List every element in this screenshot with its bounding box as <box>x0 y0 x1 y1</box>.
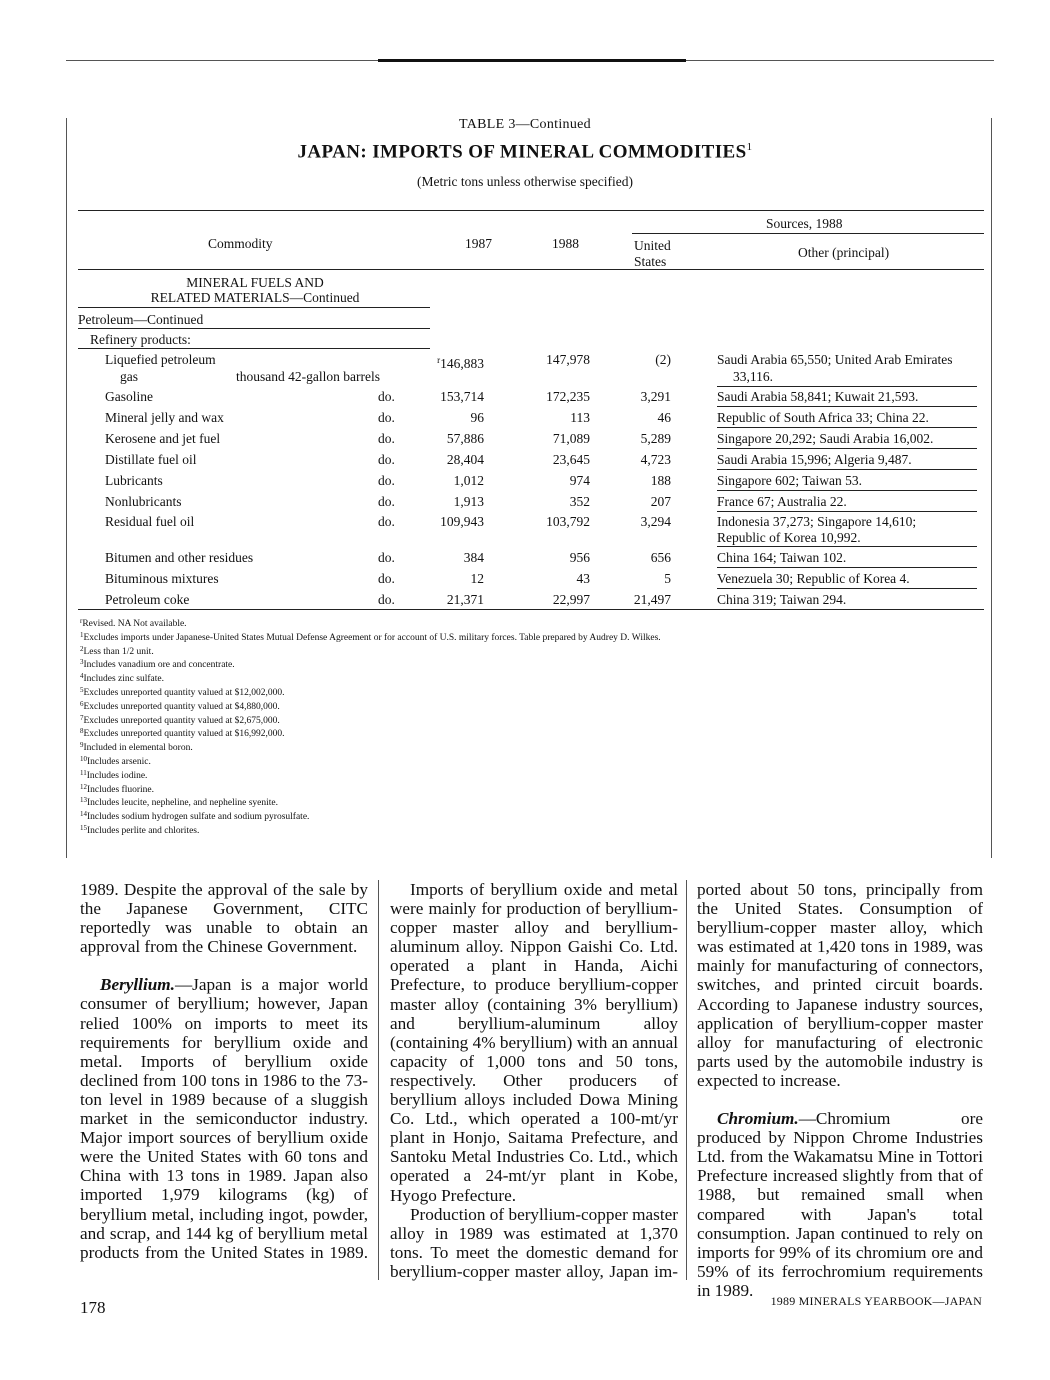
row-1987-value: 1,913 <box>453 493 484 509</box>
row-1987-value: 96 <box>470 409 484 425</box>
footnote-mark: 6 <box>80 699 84 708</box>
row-other: China 319; Taiwan 294. <box>717 592 847 607</box>
footnote-text: Less than 1/2 unit. <box>83 646 154 657</box>
row-name-line2: gas <box>120 369 138 384</box>
row-1988-value: 71,089 <box>552 430 590 446</box>
row-name: Bitumen and other residues <box>105 550 254 565</box>
row-other-line1: Saudi Arabia 65,550; United Arab Emirates <box>717 352 953 367</box>
row-us-value: 3,291 <box>640 389 671 404</box>
footnote-mark: 4 <box>80 672 84 681</box>
row-rule <box>717 567 977 568</box>
row-us-value: 5,289 <box>640 430 671 446</box>
paragraph: 1989. Despite the approval of the sale by the Japanese Government, CITC reportedly was unable to obtain an approval from the Chinese Government. <box>80 880 368 957</box>
paragraph: Production of beryllium-copper master alloy in 1989 was estimated at 1,370 tons. To meet the domestic demand for beryllium-copper master alloy, Japan im- <box>390 1204 678 1281</box>
col-header-sources: Sources, 1988 <box>766 216 843 231</box>
row-rule <box>717 490 977 491</box>
column-rule-2 <box>686 880 687 1280</box>
row-1988-value: 23,645 <box>552 451 590 467</box>
revised-mark: r <box>437 355 441 365</box>
footnote-mark: 9 <box>80 741 84 750</box>
subheading-rule-1 <box>78 328 430 329</box>
footnote-mark: 2 <box>80 644 84 653</box>
row-rule <box>717 448 977 449</box>
section-heading-line2: RELATED MATERIALS—Continued <box>150 290 360 305</box>
row-name: Bituminous mixtures <box>105 571 219 586</box>
footnote <box>80 822 199 839</box>
footnote-text: Excludes unreported quantity valued at $16,992,000. <box>83 729 285 740</box>
row-1987-value: 153,714 <box>440 389 484 404</box>
row-1988-value: 172,235 <box>546 389 590 404</box>
footnote-mark: 13 <box>80 796 87 805</box>
paragraph-chromium: Chromium.—Chromium ore produced by Nippon Chrome Industries Ltd. from the Wakamatsu Mine in Tottori Prefecture increased slightly from that of 1988, but remained small when compared with Japan's total consumption. Japan continued to rely on imports for 99% of its chromium ore and 59% of its ferrochromium requirements in 1989. <box>697 1109 983 1300</box>
row-unit: thousand 42-gallon barrels <box>236 369 380 384</box>
row-unit: do. <box>378 592 395 607</box>
footnote-text: Excludes unreported quantity valued at $12,002,000. <box>83 688 285 698</box>
running-head: 1989 MINERALS YEARBOOK—JAPAN <box>770 1294 982 1308</box>
footnote-mark: 3 <box>80 658 84 667</box>
table-top-rule <box>78 210 984 211</box>
row-1988-value: 22,997 <box>552 592 590 607</box>
row-unit: do. <box>378 550 395 565</box>
title-footnote-mark: 1 <box>746 141 753 153</box>
table-bottom-rule <box>78 609 984 610</box>
section-rule <box>78 307 430 308</box>
left-margin-rule <box>66 118 67 858</box>
row-name-line1: Liquefied petroleum <box>105 352 216 367</box>
paragraph: ported about 50 tons, principally from the United States. Consumption of beryllium-copper master alloy, which was estimated at 1,420 tons in 1989, was mainly for manufacturing of connectors, switches, and printed circuit boards. According to Japanese industry sources, application of beryllium-copper master alloy for manufacturing of electronic parts used by the automobile industry is expected to increase. <box>697 880 983 1090</box>
row-rule <box>717 469 977 470</box>
footnote-mark: 12 <box>80 782 87 791</box>
footnote-mark: 10 <box>80 755 87 763</box>
row-us-value: 207 <box>650 493 671 509</box>
footnote-text: Includes vanadium ore and concentrate. <box>83 660 235 671</box>
row-other: Saudi Arabia 15,996; Algeria 9,487. <box>717 451 912 467</box>
text-column-2 <box>390 880 678 1281</box>
footnote-text: Excludes imports under Japanese-United States Mutual Defense Agreement or for account of U.S. military forces. Table prepared by Audrey D. Wilkes. <box>83 632 661 643</box>
row-name: Mineral jelly and wax <box>105 409 224 425</box>
subheading-petroleum: Petroleum—Continued <box>78 312 204 327</box>
row-us-value: 46 <box>657 409 671 425</box>
row-name: Gasoline <box>105 389 153 404</box>
row-rule <box>717 511 977 512</box>
row-1987-value: 384 <box>463 550 484 565</box>
row-1988-value: 43 <box>576 571 590 586</box>
footnote-mark: 11 <box>80 768 87 777</box>
row-1988-value: 956 <box>569 550 590 565</box>
col-header-1987: 1987 <box>465 236 492 251</box>
row-1987-value: $^r$146,883 <box>437 355 484 371</box>
row-other: Singapore 20,292; Saudi Arabia 16,002. <box>717 430 934 446</box>
footnote-text: Includes sodium hydrogen sulfate and sodium pyrosulfate. <box>87 812 310 823</box>
footnote-text: Includes iodine. <box>86 770 148 781</box>
table-title: JAPAN: IMPORTS OF MINERAL COMMODITIES$^1$ <box>297 141 753 163</box>
row-1987-value: 109,943 <box>440 514 484 529</box>
row-name: Nonlubricants <box>105 493 182 509</box>
right-margin-rule <box>991 118 992 858</box>
row-1988-value: 103,792 <box>546 514 590 529</box>
table-label: TABLE 3—Continued <box>459 117 591 132</box>
row-name: Petroleum coke <box>105 592 190 607</box>
row-1988-value: 974 <box>569 472 590 488</box>
row-name: Lubricants <box>105 472 163 488</box>
sources-rule <box>632 233 984 234</box>
row-other: Venezuela 30; Republic of Korea 4. <box>717 571 910 586</box>
footnote-text: Includes perlite and chlorites. <box>87 826 200 836</box>
row-1987-value: 1,012 <box>453 472 484 488</box>
row-name: Kerosene and jet fuel <box>105 430 221 446</box>
row-1988-value: 113 <box>570 409 590 425</box>
row-us-value: 4,723 <box>640 451 671 467</box>
row-rule <box>717 546 977 547</box>
footnote-text: Excludes unreported quantity valued at $4,880,000. <box>83 701 280 712</box>
footnote-text: Revised. NA Not available. <box>82 619 187 629</box>
col-header-1988: 1988 <box>552 236 579 251</box>
row-1987-value: 12 <box>470 571 484 586</box>
header-bottom-rule <box>78 269 984 270</box>
row-other: Saudi Arabia 58,841; Kuwait 21,593. <box>717 389 919 404</box>
footnote-mark: 14 <box>80 810 87 819</box>
footnote-mark: 8 <box>80 727 84 736</box>
footnote-mark: 5 <box>80 686 84 694</box>
row-unit: do. <box>378 451 395 467</box>
row-us-value: 188 <box>650 472 671 488</box>
row-rule <box>717 588 977 589</box>
row-us-value: 21,497 <box>633 592 671 607</box>
footnote-mark: 15 <box>80 824 87 832</box>
table-subtitle: (Metric tons unless otherwise specified) <box>417 174 633 189</box>
row-rule <box>717 427 977 428</box>
row-name: Distillate fuel oil <box>105 451 197 467</box>
footnote <box>80 629 661 646</box>
footnote-text: Included in elemental boron. <box>83 743 193 754</box>
footnote-mark: r <box>80 617 83 625</box>
footnote-mark: 1 <box>80 630 84 639</box>
row-1987-value: 21,371 <box>446 592 484 607</box>
footnote-text: Includes fluorine. <box>87 784 155 795</box>
col-header-us-line2: States <box>634 254 667 269</box>
row-other: Republic of South Africa 33; China 22. <box>717 409 929 425</box>
row-us-value: (2) <box>655 352 671 367</box>
row-unit: do. <box>378 514 395 529</box>
row-rule <box>717 406 977 407</box>
col-header-other: Other (principal) <box>798 245 890 260</box>
row-other: China 164; Taiwan 102. <box>717 550 847 565</box>
column-rule-1 <box>378 880 379 1280</box>
col-header-commodity: Commodity <box>208 236 273 251</box>
row-other: Singapore 602; Taiwan 53. <box>717 472 863 488</box>
row-unit: do. <box>378 389 395 404</box>
row-unit: do. <box>378 571 395 586</box>
row-1987-value: 28,404 <box>446 451 484 467</box>
row-other-line1: Indonesia 37,273; Singapore 14,610; <box>717 514 917 529</box>
section-heading-line1: MINERAL FUELS AND <box>186 275 324 290</box>
row-1987-value: 57,886 <box>446 430 484 446</box>
text-column-1 <box>80 880 368 1262</box>
subheading-refinery: Refinery products: <box>90 332 191 347</box>
row-unit: do. <box>378 430 395 446</box>
paragraph: Imports of beryllium oxide and metal were mainly for production of beryllium-copper master alloy and beryllium-aluminum alloy. Nippon Gaishi Co. Ltd. operated a plant in Handa, Aichi Prefecture, to produce beryllium-copper master alloy (containing 3% beryllium) and beryllium-aluminum alloy (containing 4% beryllium) with an annual capacity of 1,000 tons and 50 tons, respectively. Other producers of beryllium alloys included Dowa Mining Co. Ltd., which operated a 100-mt/yr plant in Honjo, Saitama Prefecture, and Santoku Metal Industries Co. Ltd., which operated a 24-mt/yr plant in Kobe, Hyogo Prefecture. <box>390 880 678 1205</box>
lead-heading: Chromium. <box>717 1109 799 1129</box>
footnote-mark: 7 <box>80 713 84 722</box>
footnote-text: Includes arsenic. <box>87 757 151 767</box>
row-other-line2: 33,116. <box>733 369 773 384</box>
footnote-text: Includes leucite, nepheline, and nepheline syenite. <box>87 798 278 809</box>
row-us-value: 656 <box>650 550 671 565</box>
row-us-value: 5 <box>664 571 671 586</box>
subheading-rule-2 <box>78 348 430 349</box>
lead-heading: Beryllium. <box>100 975 175 995</box>
footnote-text: Includes zinc sulfate. <box>83 674 164 685</box>
row-other-line2: Republic of Korea 10,992. <box>717 530 861 545</box>
row-unit: do. <box>378 409 395 425</box>
paragraph-beryllium: Beryllium.—Japan is a major world consumer of beryllium; however, Japan relied 100% on imports to meet its requirements for beryllium oxide and metal. Imports of beryllium oxide declined from 100 tons in 1986 to the 73-ton level in 1989 because of a sluggish market in the semiconductor industry. Major import sources of beryllium oxide were the United States with 60 tons and China with 13 tons in 1989. Japan also imported 1,979 kilograms (kg) of beryllium metal, including ingot, powder, and scrap, and 144 kg of beryllium metal products from the United States in 1989. <box>80 975 368 1262</box>
row-unit: do. <box>378 472 395 488</box>
page-number: 178 <box>80 1298 106 1317</box>
footnote-text: Excludes unreported quantity valued at $2,675,000. <box>83 715 280 726</box>
top-rule-accent <box>378 59 686 62</box>
row-1988-value: 352 <box>569 493 590 509</box>
row-other: France 67; Australia 22. <box>717 493 847 509</box>
row-unit: do. <box>378 493 395 509</box>
row-rule <box>717 386 977 387</box>
col-header-us-line1: United <box>634 238 671 253</box>
row-name: Residual fuel oil <box>105 514 195 529</box>
row-us-value: 3,294 <box>640 514 671 529</box>
text-column-3 <box>697 880 983 1300</box>
row-1988-value: 147,978 <box>546 352 590 367</box>
